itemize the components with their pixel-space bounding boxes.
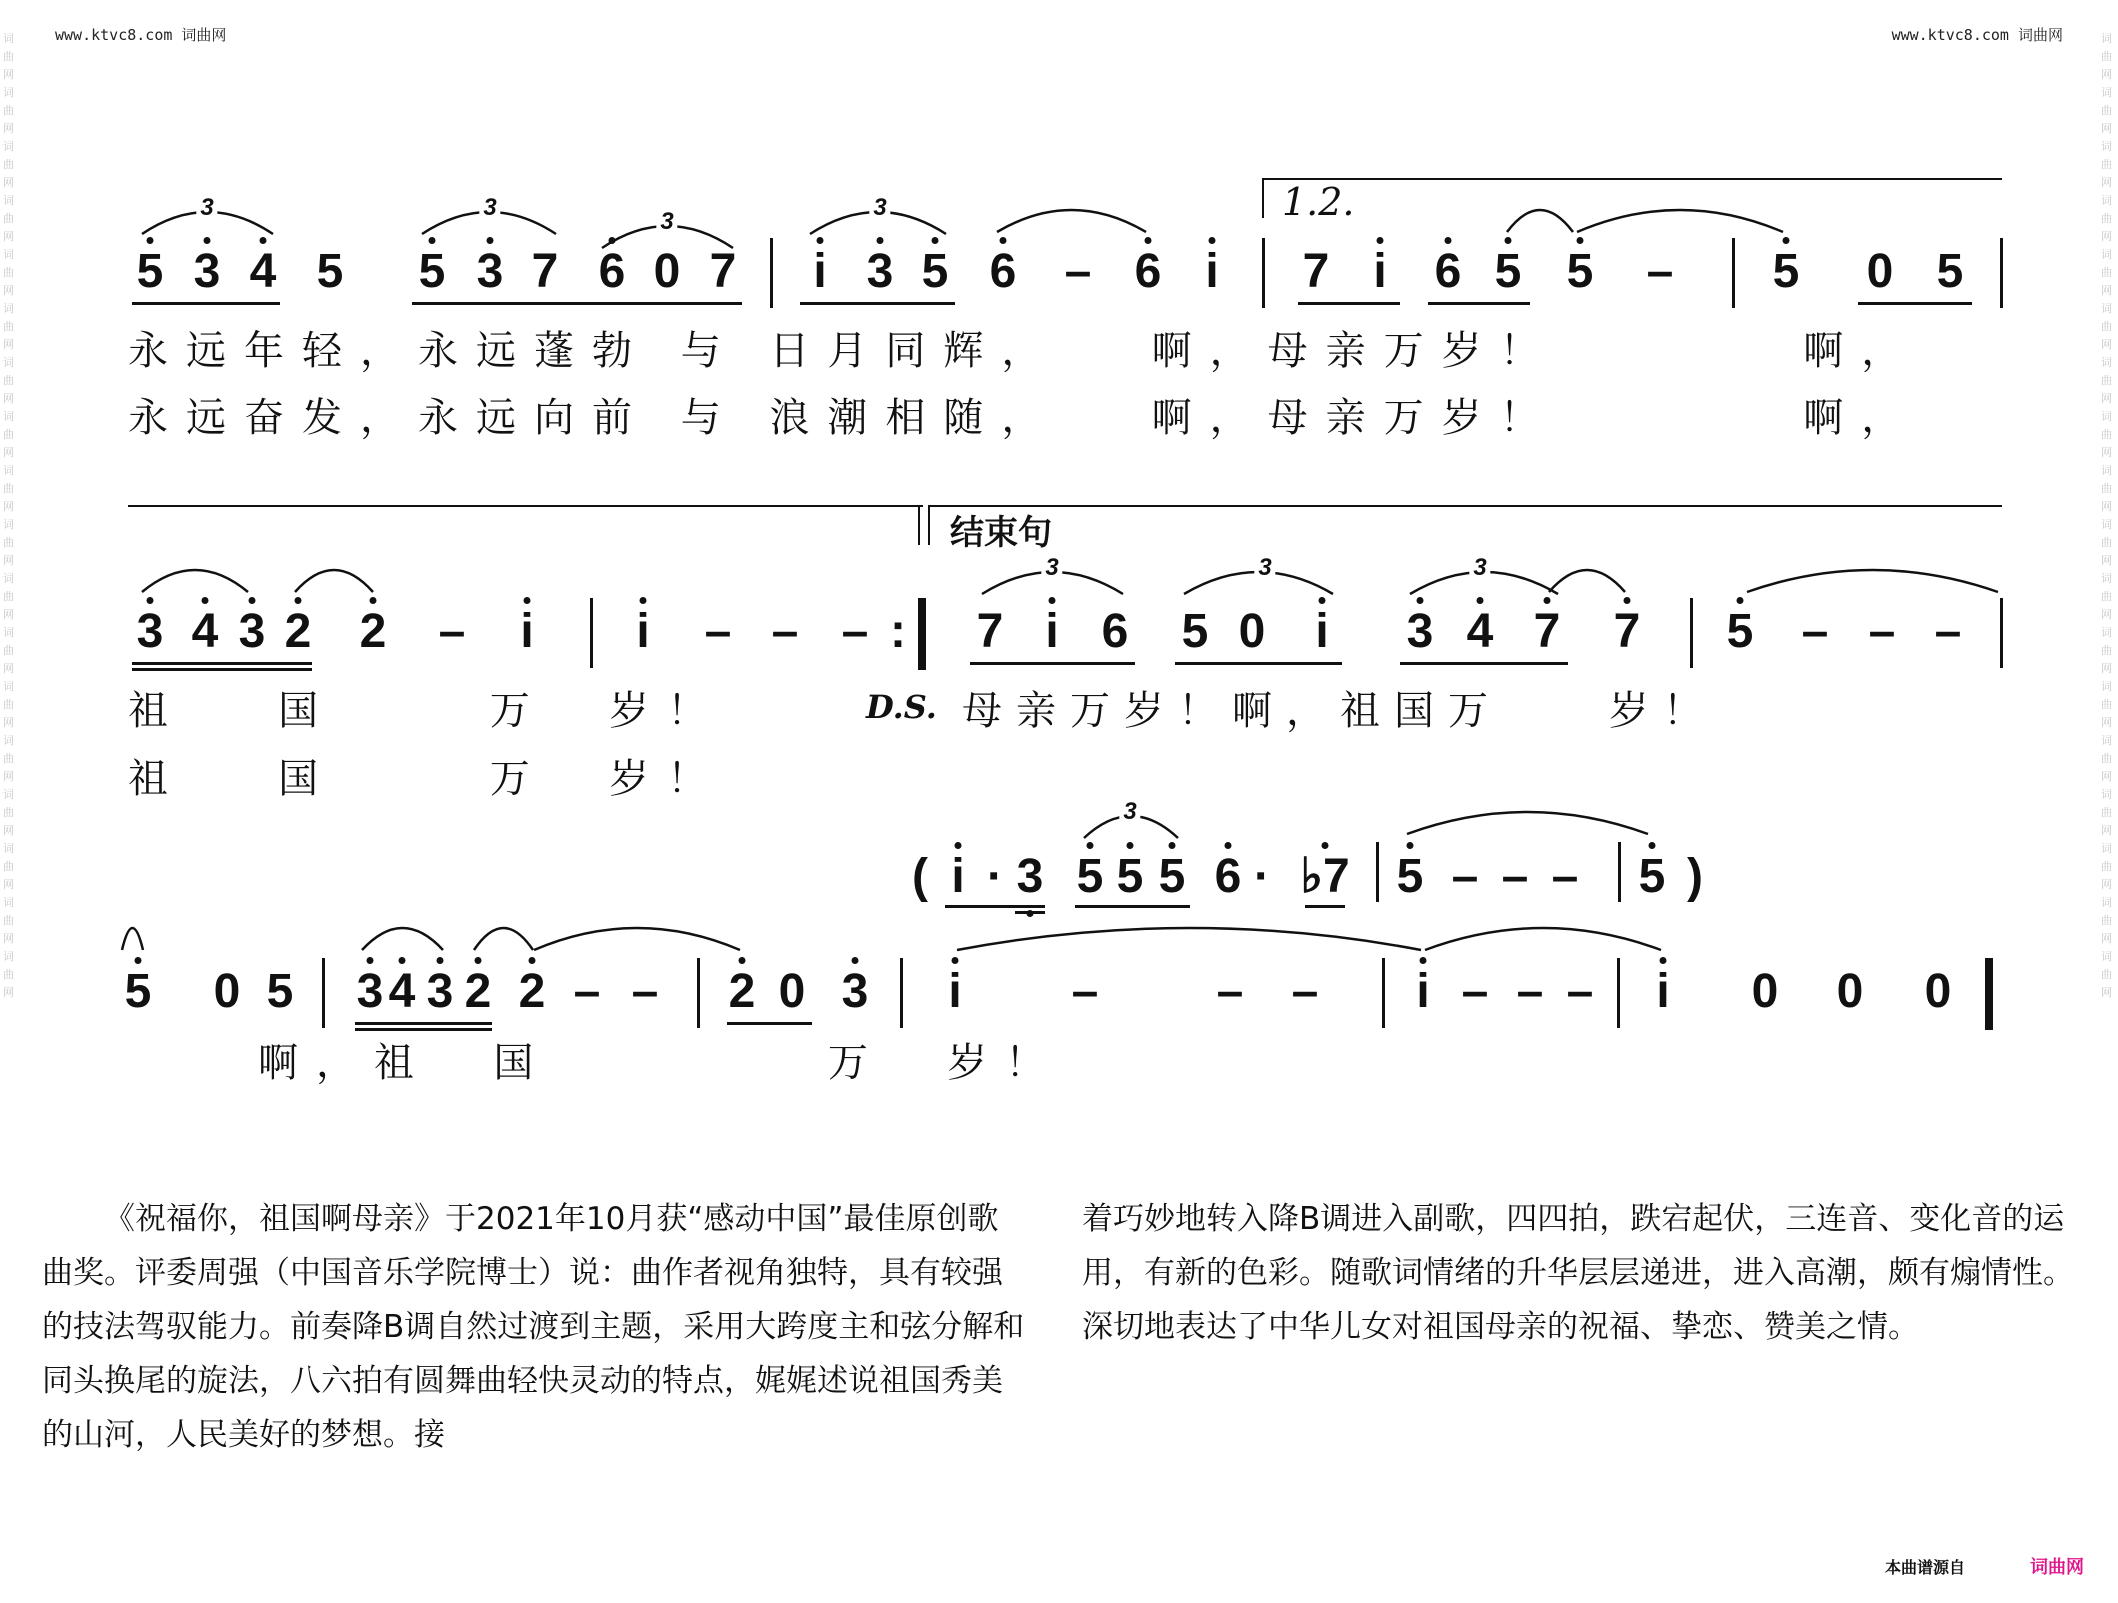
dot-above: [1209, 237, 1216, 244]
dot-above: [295, 597, 302, 604]
note: 0: [653, 245, 681, 298]
dot-above: [135, 957, 142, 964]
underline: [1858, 302, 1972, 305]
dot-above: [1544, 597, 1551, 604]
note: 2: [518, 965, 546, 1018]
note: i: [1045, 605, 1059, 658]
barline: [697, 958, 700, 1028]
note: 6: [989, 245, 1017, 298]
volta-line: [1262, 178, 2002, 180]
footer-source: 本曲谱源自: [1885, 1558, 1966, 1577]
dot-above: [1087, 842, 1094, 849]
tie: [293, 570, 375, 592]
lyrics-row2-verse2: 祖 国 万 岁！: [128, 756, 726, 802]
note: 3: [1016, 850, 1044, 903]
triplet-number: 3: [196, 194, 217, 222]
dot-above: [147, 597, 154, 604]
dot-above: [475, 957, 482, 964]
note: ·: [1254, 850, 1270, 903]
note: 2: [284, 605, 312, 658]
dot-above: [147, 237, 154, 244]
underline: [1400, 662, 1568, 665]
dot-above: [1477, 597, 1484, 604]
note: 4: [249, 245, 277, 298]
note: –: [1064, 245, 1092, 298]
note: –: [1291, 965, 1319, 1018]
barline: [1618, 842, 1621, 902]
note: i: [1205, 245, 1219, 298]
triplet-number: 3: [1119, 798, 1140, 826]
volta-hook: [1262, 178, 1264, 218]
note: –: [1501, 850, 1529, 903]
coda-mark: 结束句: [950, 513, 1052, 553]
barline: [1617, 958, 1620, 1028]
ds-mark: D.S.: [866, 688, 937, 726]
dot-above: [1737, 597, 1744, 604]
note: 6: [598, 245, 626, 298]
dot-above: [367, 957, 374, 964]
note: 7: [1302, 245, 1330, 298]
tie: [955, 928, 1423, 950]
dot-above: [640, 597, 647, 604]
note: 5: [266, 965, 294, 1018]
underline: [132, 662, 312, 665]
note: i: [948, 965, 962, 1018]
note: 6: [1214, 850, 1242, 903]
dot-above: [932, 237, 939, 244]
note: i: [813, 245, 827, 298]
note: 5: [1494, 245, 1522, 298]
tie: [1575, 210, 1785, 232]
triplet-number: 3: [1254, 554, 1275, 582]
note: –: [1451, 850, 1479, 903]
note: 3: [356, 965, 384, 1018]
tie: [360, 928, 445, 950]
barline: [1382, 958, 1385, 1028]
note: 5: [1158, 850, 1186, 903]
dot-above: [1783, 237, 1790, 244]
dot-above: [1225, 842, 1232, 849]
barline: [918, 598, 926, 670]
tie: [472, 928, 535, 950]
note: –: [1801, 605, 1829, 658]
dot-above: [1169, 842, 1176, 849]
dot-above: [1000, 237, 1007, 244]
note: 5: [1936, 245, 1964, 298]
tie: [120, 928, 145, 950]
underline: [355, 1028, 492, 1031]
note: 2: [728, 965, 756, 1018]
note: –: [1071, 965, 1099, 1018]
note: i: [1315, 605, 1329, 658]
note: –: [1551, 850, 1579, 903]
note: 5: [1396, 850, 1424, 903]
dot-above: [1649, 842, 1656, 849]
dot-above: [1660, 957, 1667, 964]
barline: [1690, 598, 1693, 668]
note: 6: [1434, 245, 1462, 298]
tie: [1745, 570, 2000, 592]
note: –: [1461, 965, 1489, 1018]
note: ·: [987, 850, 1003, 903]
underline: [1298, 302, 1400, 305]
note: 0: [1238, 605, 1266, 658]
dot-above: [204, 237, 211, 244]
note: 3: [866, 245, 894, 298]
watermark-right: 词曲网词曲网词曲网词曲网词曲网词曲网词曲网词曲网词曲网词曲网词曲网词曲网词曲网词曲网词曲网词曲网词曲网词曲网: [2101, 32, 2112, 999]
repeat-line: [128, 505, 923, 507]
triplet-number: 3: [1469, 554, 1490, 582]
note: 0: [1924, 965, 1952, 1018]
note: –: [573, 965, 601, 1018]
note: 5: [921, 245, 949, 298]
note: 7: [976, 605, 1004, 658]
triplet-number: 3: [656, 208, 677, 236]
coda-hook-b: [928, 505, 930, 545]
note: 5: [418, 245, 446, 298]
note: i: [520, 605, 534, 658]
note: –: [1566, 965, 1594, 1018]
dot-above: [260, 237, 267, 244]
note: –: [438, 605, 466, 658]
barline: [770, 238, 773, 308]
tie: [1505, 210, 1575, 232]
note: 5: [316, 245, 344, 298]
triplet-number: 3: [479, 194, 500, 222]
dot-above: [955, 842, 962, 849]
dot-above: [1417, 597, 1424, 604]
lyrics-row1-verse1: 永远年轻，永远蓬勃 与 日月同辉， 啊，母亲万岁！ 啊，: [128, 328, 1920, 374]
dot-above: [437, 957, 444, 964]
note: 7: [1613, 605, 1641, 658]
note: 5: [1076, 850, 1104, 903]
dot-above: [852, 957, 859, 964]
note: 5: [1638, 850, 1666, 903]
tie: [1547, 570, 1627, 592]
commentary-left: 《祝福你，祖国啊母亲》于2021年10月获“感动中国”最佳原创歌曲奖。评委周强（中国音乐学院博士）说：曲作者视角独特，具有较强的技法驾驭能力。前奏降B调自然过渡到主题，采用大跨度主和弦分解和同头换尾的旋法，八六拍有圆舞曲轻快灵动的特点，娓娓述说祖国秀美的山河，人民美好的梦想。接: [42, 1201, 1025, 1453]
underline: [1428, 302, 1530, 305]
dot-above: [952, 957, 959, 964]
note: i: [1373, 245, 1387, 298]
lyrics-row1-verse2: 永远奋发，永远向前 与 浪潮相随， 啊，母亲万岁！ 啊，: [128, 395, 1920, 441]
note: 3: [136, 605, 164, 658]
note: 5: [1726, 605, 1754, 658]
note: 0: [213, 965, 241, 1018]
note: 2: [464, 965, 492, 1018]
note: i: [1656, 965, 1670, 1018]
dot-above: [1377, 237, 1384, 244]
tie: [995, 210, 1148, 232]
barline: [2000, 598, 2003, 668]
note: 3: [841, 965, 869, 1018]
note: 4: [1466, 605, 1494, 658]
dot-above: [370, 597, 377, 604]
underline: [1015, 911, 1045, 914]
dot-above: [1624, 597, 1631, 604]
barline: [1732, 238, 1735, 308]
coda-hook-a: [918, 505, 920, 545]
note: 6: [1134, 245, 1162, 298]
note: 5: [1566, 245, 1594, 298]
note: –: [631, 965, 659, 1018]
note: i: [636, 605, 650, 658]
dot-above: [1407, 842, 1414, 849]
tie: [1405, 812, 1650, 834]
barline: [1262, 238, 1265, 308]
note: 7: [531, 245, 559, 298]
dot-above: [1145, 237, 1152, 244]
note: –: [1934, 605, 1962, 658]
barline: [2000, 238, 2003, 308]
note: 0: [778, 965, 806, 1018]
underline: [412, 302, 742, 305]
note: 6: [1101, 605, 1129, 658]
note: 0: [1836, 965, 1864, 1018]
note: –: [1216, 965, 1244, 1018]
note: 3: [476, 245, 504, 298]
underline: [1305, 905, 1345, 908]
header-site-left[interactable]: www.ktvc8.com 词曲网: [55, 26, 227, 44]
note: i: [951, 850, 965, 903]
lyrics-row3: 啊，祖 国 万 岁！: [258, 1040, 1064, 1086]
note: 5: [1116, 850, 1144, 903]
paren-close: ): [1687, 850, 1703, 903]
note: 2: [359, 605, 387, 658]
dot-above: [1049, 597, 1056, 604]
underline: [355, 1022, 492, 1025]
commentary-right: 着巧妙地转入降B调进入副歌，四四拍，跌宕起伏，三连音、变化音的运用，有新的色彩。随歌词情绪的升华层层递进，进入高潮，颇有煽情性。深切地表达了中华儿女对祖国母亲的祝福、挚恋、赞美之情。: [1082, 1201, 2074, 1345]
barline: [590, 598, 593, 668]
note: 4: [388, 965, 416, 1018]
lyrics-row2-verse1: 祖 国 万 岁！: [128, 688, 726, 734]
dot-above: [1505, 237, 1512, 244]
dot-above: [1420, 957, 1427, 964]
coda-line: [928, 505, 2002, 507]
note: –: [841, 605, 869, 658]
tie: [532, 928, 742, 950]
tie: [1423, 928, 1663, 950]
note: –: [771, 605, 799, 658]
underline: [1175, 662, 1342, 665]
dot-above: [529, 957, 536, 964]
dot-above: [1577, 237, 1584, 244]
note: –: [1868, 605, 1896, 658]
dot-above: [1127, 842, 1134, 849]
dot-above: [739, 957, 746, 964]
note: 5: [1772, 245, 1800, 298]
underline: [1075, 905, 1190, 908]
triplet-number: 3: [1041, 554, 1062, 582]
triplet-number: 3: [869, 194, 890, 222]
dot-above: [429, 237, 436, 244]
note: 3: [1406, 605, 1434, 658]
header-site-right[interactable]: www.ktvc8.com 词曲网: [1891, 26, 2063, 44]
dot-above: [1322, 842, 1329, 849]
barline: [900, 958, 903, 1028]
note: 7: [1533, 605, 1561, 658]
note: i: [1416, 965, 1430, 1018]
note: 7: [709, 245, 737, 298]
dot-above: [1319, 597, 1326, 604]
note: 5: [124, 965, 152, 1018]
dot-above: [249, 597, 256, 604]
note: 0: [1751, 965, 1779, 1018]
paren-open: (: [912, 850, 928, 903]
underline: [727, 1022, 812, 1025]
dot-above: [487, 237, 494, 244]
underline: [970, 662, 1135, 665]
tie: [140, 570, 250, 592]
watermark-left: 词曲网词曲网词曲网词曲网词曲网词曲网词曲网词曲网词曲网词曲网词曲网词曲网词曲网词曲网词曲网词曲网词曲网词曲网: [3, 32, 14, 999]
footer-site-logo[interactable]: 词曲网: [2030, 1557, 2084, 1578]
note: ♭7: [1300, 850, 1350, 903]
volta-mark: 1.2.: [1282, 180, 1355, 224]
barline: [1376, 842, 1379, 902]
underline: [132, 668, 312, 671]
note: 3: [193, 245, 221, 298]
note: 3: [238, 605, 266, 658]
underline: [945, 905, 1045, 908]
note: 0: [1866, 245, 1894, 298]
note: –: [1516, 965, 1544, 1018]
dot-above: [202, 597, 209, 604]
barline: [1985, 958, 1993, 1030]
dot-above: [524, 597, 531, 604]
barline: [322, 958, 325, 1028]
underline: [800, 302, 955, 305]
dot-above: [817, 237, 824, 244]
underline: [132, 302, 280, 305]
note: 5: [1181, 605, 1209, 658]
note: 4: [191, 605, 219, 658]
note: 3: [426, 965, 454, 1018]
note: –: [1646, 245, 1674, 298]
note: 5: [136, 245, 164, 298]
note: –: [704, 605, 732, 658]
dot-above: [877, 237, 884, 244]
dot-above: [399, 957, 406, 964]
lyrics-row2-coda: 母亲万岁！啊，祖国万 岁！: [962, 688, 1717, 734]
note: :: [890, 605, 906, 658]
dot-above: [1445, 237, 1452, 244]
